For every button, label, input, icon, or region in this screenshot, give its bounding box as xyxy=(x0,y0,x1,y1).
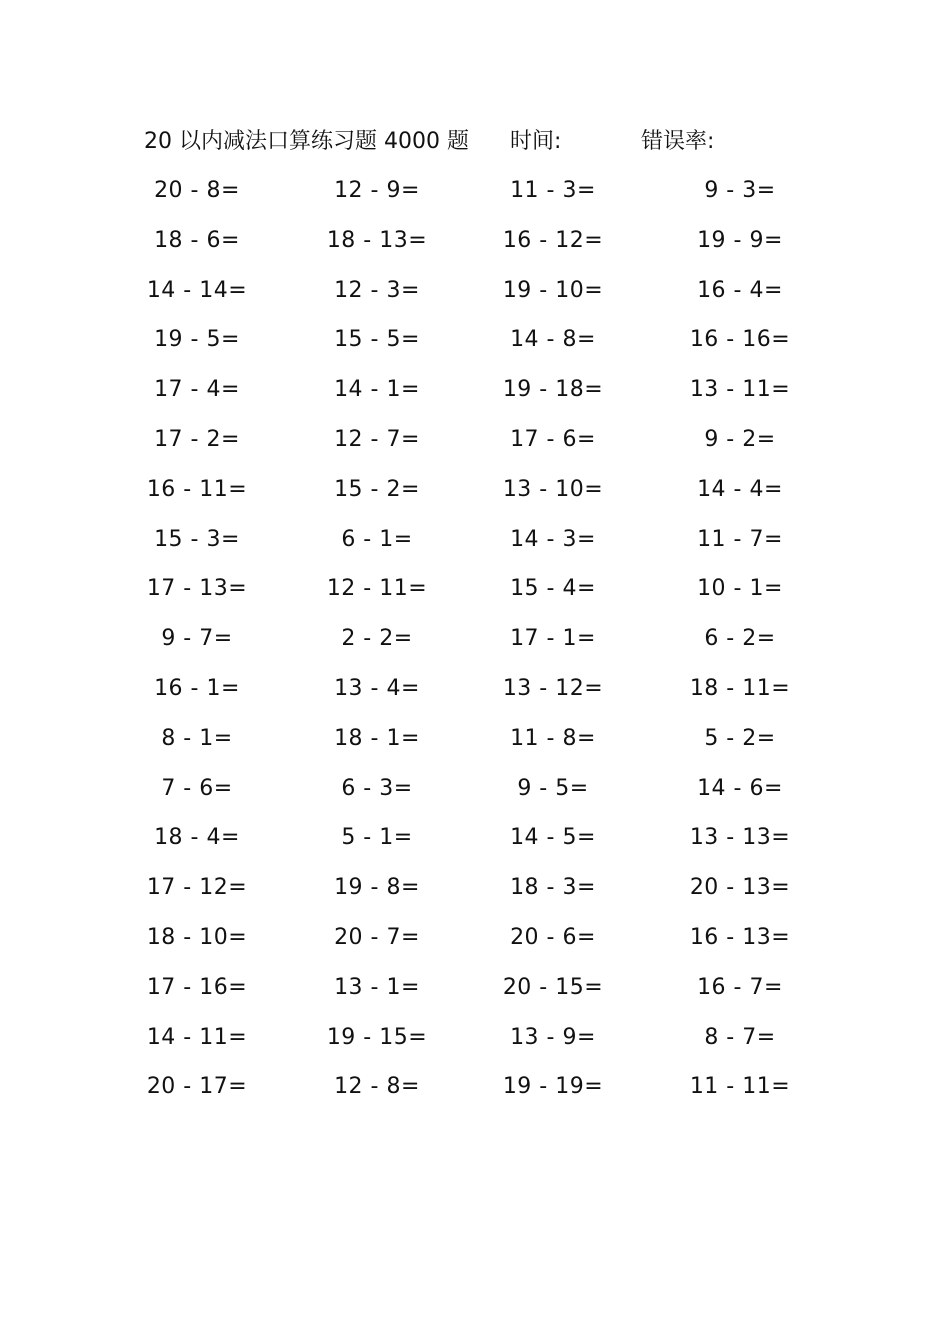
problem-item: 15 - 4= xyxy=(510,576,596,602)
problem-row xyxy=(0,365,950,415)
problem-row xyxy=(0,764,950,814)
problem-item: 6 - 1= xyxy=(341,526,413,552)
problem-item: 14 - 6= xyxy=(697,775,783,801)
problem-item: 8 - 7= xyxy=(704,1024,776,1050)
problem-item: 19 - 10= xyxy=(502,277,604,303)
problem-item: 11 - 11= xyxy=(689,1074,791,1100)
problem-row xyxy=(0,166,950,216)
problem-row xyxy=(0,614,950,664)
problem-row xyxy=(0,913,950,963)
time-label: 时间: xyxy=(510,129,562,154)
problem-grid xyxy=(0,166,950,1112)
problem-item: 13 - 10= xyxy=(502,476,604,502)
problem-item: 19 - 18= xyxy=(502,377,604,403)
problem-item: 17 - 1= xyxy=(510,626,596,652)
problem-item: 13 - 11= xyxy=(689,377,791,403)
problem-item: 14 - 11= xyxy=(146,1024,248,1050)
error-rate-label: 错误率: xyxy=(641,129,715,154)
problem-item: 10 - 1= xyxy=(697,576,783,602)
problem-row xyxy=(0,664,950,714)
problem-item: 17 - 12= xyxy=(146,875,248,901)
problem-item: 9 - 7= xyxy=(161,626,233,652)
problem-item: 16 - 13= xyxy=(689,924,791,950)
problem-item: 13 - 12= xyxy=(502,675,604,701)
problem-item: 17 - 6= xyxy=(510,426,596,452)
problem-item: 17 - 4= xyxy=(154,377,240,403)
worksheet-title: 20 以内减法口算练习题 4000 题 xyxy=(144,129,469,154)
problem-item: 16 - 16= xyxy=(689,327,791,353)
problem-row xyxy=(0,266,950,316)
problem-item: 17 - 16= xyxy=(146,974,248,1000)
problem-item: 19 - 15= xyxy=(326,1024,428,1050)
problem-item: 11 - 7= xyxy=(697,526,783,552)
problem-item: 7 - 6= xyxy=(161,775,233,801)
problem-row xyxy=(0,1062,950,1112)
problem-item: 14 - 14= xyxy=(146,277,248,303)
problem-item: 20 - 8= xyxy=(154,178,240,203)
problem-item: 14 - 1= xyxy=(334,377,420,403)
problem-item: 19 - 5= xyxy=(154,327,240,353)
problem-row xyxy=(0,963,950,1013)
problem-item: 20 - 6= xyxy=(510,924,596,950)
problem-item: 14 - 4= xyxy=(697,476,783,502)
problem-item: 20 - 17= xyxy=(146,1074,248,1100)
problem-item: 9 - 3= xyxy=(704,178,776,203)
problem-item: 13 - 4= xyxy=(334,675,420,701)
problem-item: 20 - 13= xyxy=(689,875,791,901)
problem-item: 5 - 2= xyxy=(704,725,776,751)
problem-item: 6 - 2= xyxy=(704,626,776,652)
problem-item: 2 - 2= xyxy=(341,626,413,652)
problem-item: 19 - 19= xyxy=(502,1074,604,1100)
problem-item: 14 - 8= xyxy=(510,327,596,353)
problem-row xyxy=(0,216,950,266)
problem-item: 5 - 1= xyxy=(341,825,413,851)
problem-row xyxy=(0,564,950,614)
problem-item: 15 - 2= xyxy=(334,476,420,502)
problem-item: 12 - 11= xyxy=(326,576,428,602)
problem-item: 18 - 11= xyxy=(689,675,791,701)
problem-row xyxy=(0,863,950,913)
problem-row xyxy=(0,714,950,764)
problem-item: 18 - 10= xyxy=(146,924,248,950)
problem-item: 16 - 7= xyxy=(697,974,783,1000)
worksheet-header xyxy=(0,124,950,160)
problem-item: 16 - 11= xyxy=(146,476,248,502)
problem-item: 15 - 3= xyxy=(154,526,240,552)
problem-item: 20 - 7= xyxy=(334,924,420,950)
problem-item: 19 - 8= xyxy=(334,875,420,901)
problem-item: 14 - 5= xyxy=(510,825,596,851)
problem-item: 12 - 9= xyxy=(334,178,420,203)
problem-item: 16 - 4= xyxy=(697,277,783,303)
problem-item: 18 - 1= xyxy=(334,725,420,751)
problem-item: 19 - 9= xyxy=(697,227,783,253)
problem-item: 9 - 2= xyxy=(704,426,776,452)
problem-item: 17 - 13= xyxy=(146,576,248,602)
problem-item: 16 - 12= xyxy=(502,227,604,253)
problem-item: 16 - 1= xyxy=(154,675,240,701)
problem-row xyxy=(0,813,950,863)
problem-item: 13 - 9= xyxy=(510,1024,596,1050)
problem-item: 12 - 3= xyxy=(334,277,420,303)
problem-item: 11 - 8= xyxy=(510,725,596,751)
problem-item: 13 - 1= xyxy=(334,974,420,1000)
problem-item: 18 - 13= xyxy=(326,227,428,253)
problem-item: 13 - 13= xyxy=(689,825,791,851)
problem-item: 20 - 15= xyxy=(502,974,604,1000)
problem-item: 15 - 5= xyxy=(334,327,420,353)
problem-item: 18 - 3= xyxy=(510,875,596,901)
problem-row xyxy=(0,1013,950,1063)
problem-item: 18 - 6= xyxy=(154,227,240,253)
problem-item: 17 - 2= xyxy=(154,426,240,452)
problem-item: 6 - 3= xyxy=(341,775,413,801)
problem-row xyxy=(0,315,950,365)
problem-item: 8 - 1= xyxy=(161,725,233,751)
problem-item: 12 - 7= xyxy=(334,426,420,452)
problem-item: 11 - 3= xyxy=(510,178,596,203)
problem-item: 12 - 8= xyxy=(334,1074,420,1100)
problem-row xyxy=(0,465,950,515)
problem-row xyxy=(0,415,950,465)
problem-row xyxy=(0,515,950,565)
problem-item: 14 - 3= xyxy=(510,526,596,552)
problem-item: 18 - 4= xyxy=(154,825,240,851)
problem-item: 9 - 5= xyxy=(517,775,589,801)
